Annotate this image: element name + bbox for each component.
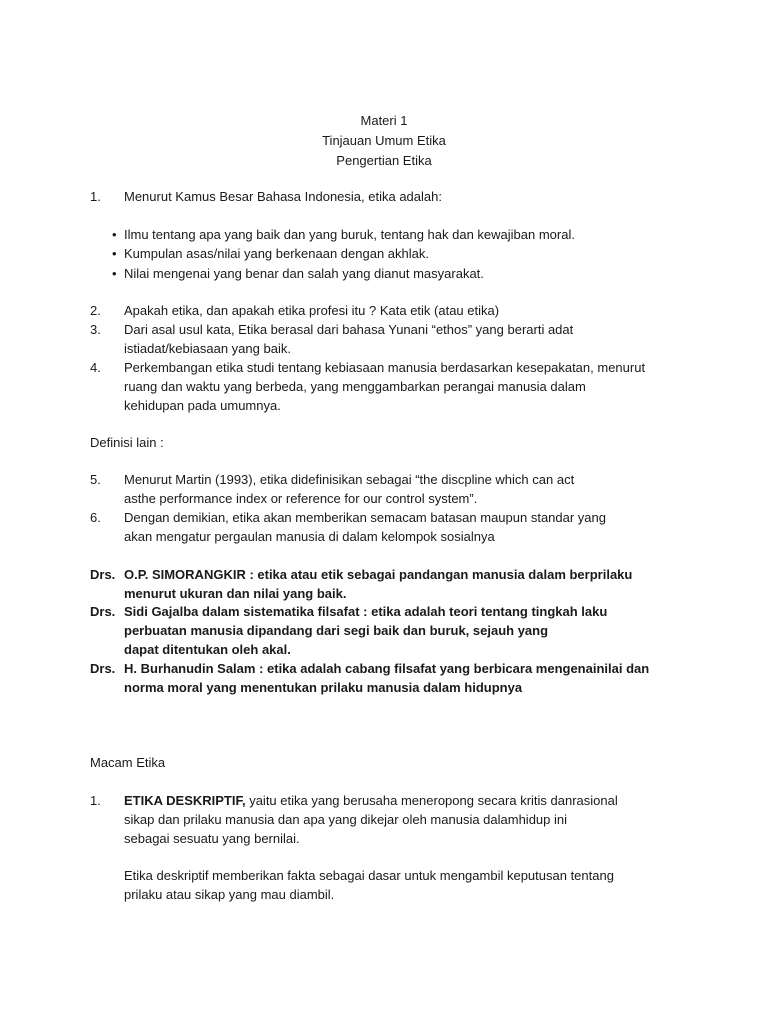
- item-text: sebagai sesuatu yang bernilai.: [124, 831, 300, 846]
- drs-label: Drs.: [90, 661, 116, 676]
- bullet-icon: •: [112, 227, 117, 242]
- item-text: istiadat/kebiasaan yang baik.: [124, 341, 291, 356]
- drs-definition-text: O.P. SIMORANGKIR : etika atau etik sebagai pandangan manusia dalam berprilaku: [124, 567, 633, 582]
- item-text: Apakah etika, dan apakah etika profesi itu ? Kata etik (atau etika): [124, 303, 500, 318]
- item-text: [124, 791, 618, 810]
- item-number: 2.: [90, 303, 101, 318]
- term-description: yaitu etika yang berusaha meneropong secara kritis danrasional: [245, 793, 618, 808]
- drs-label: Drs.: [90, 567, 116, 582]
- drs-label: Drs.: [90, 604, 116, 619]
- drs-definition-text: dapat ditentukan oleh akal.: [124, 642, 291, 657]
- bullet-text: Kumpulan asas/nilai yang berkenaan dengan akhlak.: [124, 246, 429, 261]
- item-number: 5.: [90, 472, 101, 487]
- item-number: 6.: [90, 510, 101, 525]
- paragraph-text: prilaku atau sikap yang mau diambil.: [124, 887, 335, 902]
- term-bold: ETIKA DESKRIPTIF,: [124, 793, 246, 808]
- item-number: 1.: [90, 189, 101, 204]
- drs-definition-text: Sidi Gajalba dalam sistematika filsafat : etika adalah teori tentang tingkah laku: [124, 604, 608, 619]
- bullet-text: Ilmu tentang apa yang baik dan yang buruk, tentang hak dan kewajiban moral.: [124, 227, 575, 242]
- drs-definition-text: perbuatan manusia dipandang dari segi baik dan buruk, sejauh yang: [124, 623, 549, 638]
- item-text: Dari asal usul kata, Etika berasal dari bahasa Yunani “ethos” yang berarti adat: [124, 322, 574, 337]
- drs-definition-text: menurut ukuran dan nilai yang baik.: [124, 586, 347, 601]
- item-text: Menurut Kamus Besar Bahasa Indonesia, etika adalah:: [124, 189, 442, 204]
- bullet-text: Nilai mengenai yang benar dan salah yang dianut masyarakat.: [124, 266, 484, 281]
- item-text: akan mengatur pergaulan manusia di dalam kelompok sosialnya: [124, 529, 495, 544]
- doc-section-title: Pengertian Etika: [336, 153, 432, 168]
- item-number: 1.: [90, 793, 101, 808]
- paragraph-text: Etika deskriptif memberikan fakta sebagai dasar untuk mengambil keputusan tentang: [124, 868, 614, 883]
- item-text: asthe performance index or reference for our control system”.: [124, 491, 478, 506]
- item-text: sikap dan prilaku manusia dan apa yang dikejar oleh manusia dalamhidup ini: [124, 812, 568, 827]
- item-number: 3.: [90, 322, 101, 337]
- drs-definition-text: H. Burhanudin Salam : etika adalah cabang filsafat yang berbicara mengenainilai dan: [124, 661, 650, 676]
- item-text: Perkembangan etika studi tentang kebiasaan manusia berdasarkan kesepakatan, menurut: [124, 360, 646, 375]
- section-heading: Macam Etika: [90, 755, 166, 770]
- bullet-icon: •: [112, 266, 117, 281]
- item-number: 4.: [90, 360, 101, 375]
- item-text: Menurut Martin (1993), etika didefinisikan sebagai “the discpline which can act: [124, 472, 575, 487]
- item-text: ruang dan waktu yang berbeda, yang menggambarkan perangai manusia dalam: [124, 379, 586, 394]
- section-label: Definisi lain :: [90, 435, 164, 450]
- drs-definition-text: norma moral yang menentukan prilaku manusia dalam hidupnya: [124, 680, 523, 695]
- doc-subtitle: Tinjauan Umum Etika: [322, 133, 446, 148]
- bullet-icon: •: [112, 246, 117, 261]
- item-text: Dengan demikian, etika akan memberikan semacam batasan maupun standar yang: [124, 510, 606, 525]
- doc-title: Materi 1: [360, 113, 408, 128]
- item-text: kehidupan pada umumnya.: [124, 398, 281, 413]
